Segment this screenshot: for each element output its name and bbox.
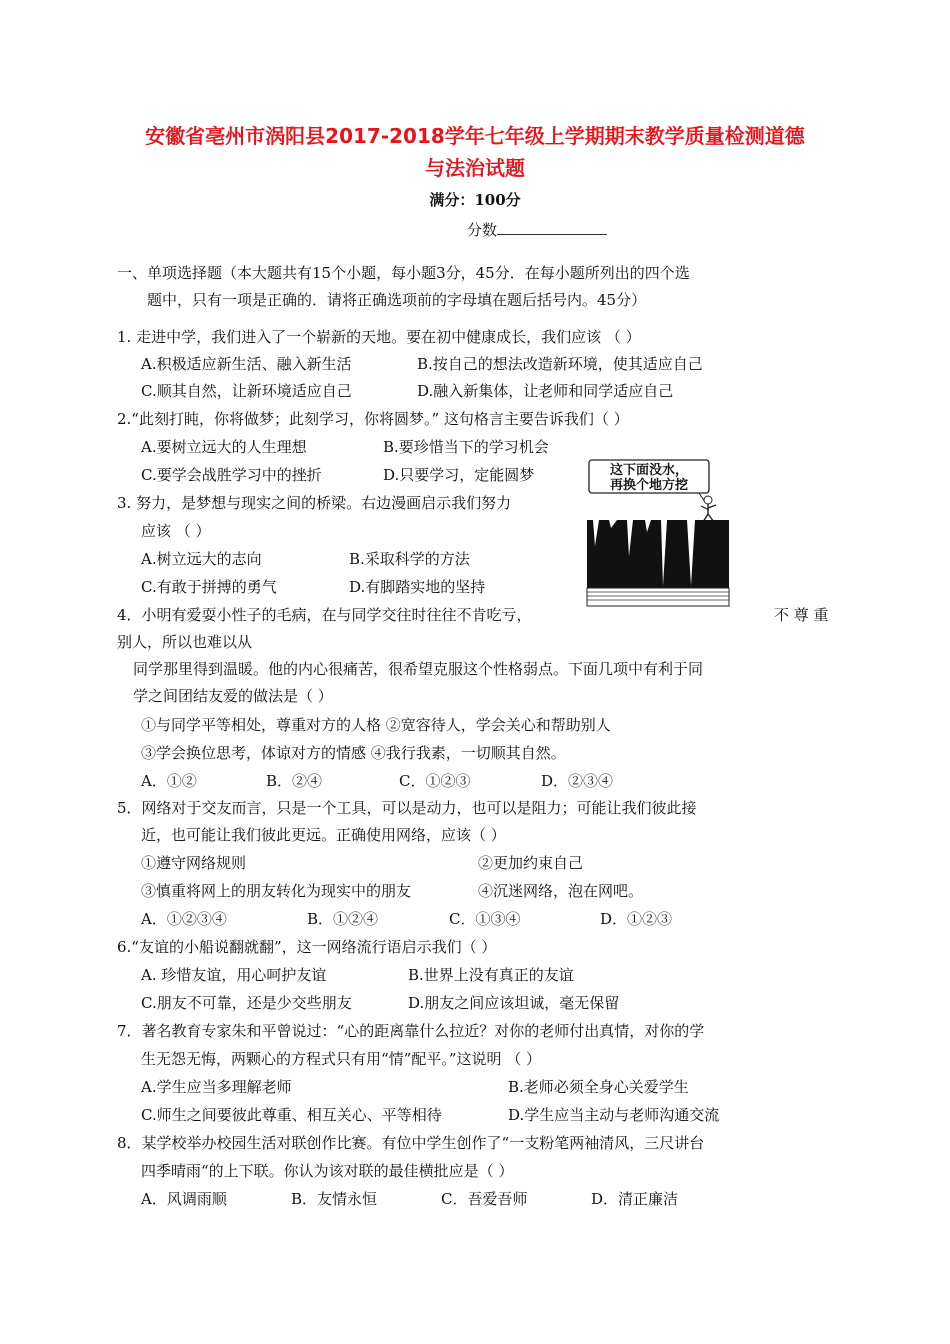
q3-stem-line-1: 3. 努力，是梦想与现实之间的桥梁。右边漫画启示我们努力: [117, 494, 512, 512]
q8-option-d: D．清正廉洁: [591, 1190, 679, 1208]
q6-option-c: C.朋友不可靠，还是少交些朋友: [141, 994, 352, 1012]
q3-stem-line-2: 应该 （ ）: [141, 522, 211, 540]
q4-statements-2: ③学会换位思考，体谅对方的情感 ④我行我素，一切顺其自然。: [141, 744, 566, 762]
q7-stem-line-1: 7．著名教育专家朱和平曾说过：“心的距离靠什么拉近？对你的老师付出真情，对你的学: [117, 1022, 705, 1040]
q4-option-d: D．②③④: [541, 772, 614, 790]
q8-option-b: B．友情永恒: [291, 1190, 378, 1208]
document-title: [100, 120, 850, 184]
q4-option-a: A．①②: [141, 772, 197, 790]
q7-option-b: B.老师必须全身心关爱学生: [508, 1078, 689, 1096]
q5-option-c: C．①③④: [449, 910, 521, 928]
title-line-1: 安徽省亳州市涡阳县2017-2018学年七年级上学期期末教学质量检测道德: [145, 124, 805, 148]
q2-option-d: D.只要学习，定能圆梦: [383, 466, 535, 484]
full-score: 满分：100分: [429, 191, 521, 209]
q1-option-c: C.顺其自然，让新环境适应自己: [141, 382, 352, 400]
q5-stem-line-2: 近，也可能让我们彼此更远。正确使用网络，应该（ ）: [141, 826, 506, 844]
q5-statement-1: ①遵守网络规则: [141, 854, 247, 872]
q7-stem-line-2: 生无怨无悔，两颗心的方程式只有用“情”配平。”这说明 （ ）: [141, 1050, 542, 1068]
q1-option-b: B.按自己的想法改造新环境，使其适应自己: [417, 355, 703, 373]
q4-option-c: C．①②③: [399, 772, 471, 790]
q4-option-b: B．②④: [266, 772, 323, 790]
q7-option-d: D.学生应当主动与老师沟通交流: [508, 1106, 720, 1124]
q6-option-d: D.朋友之间应该坦诚，毫无保留: [408, 994, 620, 1012]
score-label: 分数: [467, 221, 498, 239]
q3-option-a: A.树立远大的志向: [141, 550, 262, 568]
q4-stem-line-2: 别人，所以也难以从: [117, 633, 253, 651]
q4-stem-line-4: 学之间团结友爱的做法是（ ）: [133, 687, 333, 705]
q1-option-a: A.积极适应新生活、融入新生活: [141, 355, 352, 373]
score-field: [467, 219, 607, 240]
comic-caption-1: 这下面没水，: [609, 463, 689, 478]
q2-stem: 2.“此刻打盹，你将做梦；此刻学习，你将圆梦。” 这句格言主要告诉我们（ ）: [117, 410, 629, 428]
score-blank[interactable]: [497, 220, 607, 235]
q2-option-c: C.要学会战胜学习中的挫折: [141, 466, 322, 484]
q5-statement-2: ②更加约束自己: [478, 854, 584, 872]
q5-statement-3: ③慎重将网上的朋友转化为现实中的朋友: [141, 882, 412, 900]
q3-option-c: C.有敢于拼搏的勇气: [141, 578, 277, 596]
q2-option-b: B.要珍惜当下的学习机会: [383, 438, 549, 456]
q5-stem-line-1: 5．网络对于交友而言，只是一个工具，可以是动力，也可以是阻力；可能让我们彼此接: [117, 799, 697, 817]
section-heading-line-2: 题中，只有一项是正确的．请将正确选项前的字母填在题后括号内。45分）: [147, 291, 647, 309]
q6-option-a: A. 珍惜友谊，用心呵护友谊: [141, 966, 327, 984]
q7-option-a: A.学生应当多理解老师: [141, 1078, 292, 1096]
comic-drawing: [583, 458, 735, 608]
q4-statements-1: ①与同学平等相处，尊重对方的人格 ②宽容待人，学会关心和帮助别人: [141, 716, 611, 734]
title-line-2: 与法治试题: [425, 156, 525, 180]
comic-caption-2: 再换个地方挖: [609, 478, 689, 493]
q8-stem-line-1: 8．某学校举办校园生活对联创作比赛。有位中学生创作了“一支粉笔两袖清风，三尺讲台: [117, 1134, 705, 1152]
ground-with-holes: [587, 520, 729, 588]
comic-illustration: [583, 458, 735, 608]
q4-stem-line-3: 同学那里得到温暖。他的内心很痛苦，很希望克服这个性格弱点。下面几项中有利于同: [133, 660, 704, 678]
q1-stem: 1. 走进中学，我们进入了一个崭新的天地。要在初中健康成长，我们应该 （ ）: [117, 328, 641, 346]
q5-option-a: A．①②③④: [141, 910, 227, 928]
q4-stem-line-1: 4．小明有爱耍小性子的毛病，在与同学交往时往往不肯吃亏，: [117, 606, 532, 624]
section-heading-line-1: 一、单项选择题（本大题共有15个小题，每小题3分，45分．在每小题所列出的四个选: [117, 264, 690, 282]
q4-stem-line-1-right: 不 尊 重: [774, 606, 829, 624]
q8-option-a: A．风调雨顺: [141, 1190, 227, 1208]
q7-option-c: C.师生之间要彼此尊重、相互关心、平等相待: [141, 1106, 442, 1124]
q5-option-d: D．①②③: [600, 910, 673, 928]
q5-statement-4: ④沉迷网络，泡在网吧。: [478, 882, 644, 900]
q8-stem-line-2: 四季晴雨“的上下联。你认为该对联的最佳横批应是（ ）: [141, 1162, 514, 1180]
q3-option-d: D.有脚踏实地的坚持: [349, 578, 486, 596]
q3-option-b: B.采取科学的方法: [349, 550, 470, 568]
q8-option-c: C．吾爱吾师: [441, 1190, 528, 1208]
q2-option-a: A.要树立远大的人生理想: [141, 438, 307, 456]
q6-option-b: B.世界上没有真正的友谊: [408, 966, 574, 984]
q5-option-b: B．①②④: [307, 910, 379, 928]
q6-stem: 6.“友谊的小船说翻就翻”，这一网络流行语启示我们（ ）: [117, 938, 497, 956]
q1-option-d: D.融入新集体，让老师和同学适应自己: [417, 382, 674, 400]
